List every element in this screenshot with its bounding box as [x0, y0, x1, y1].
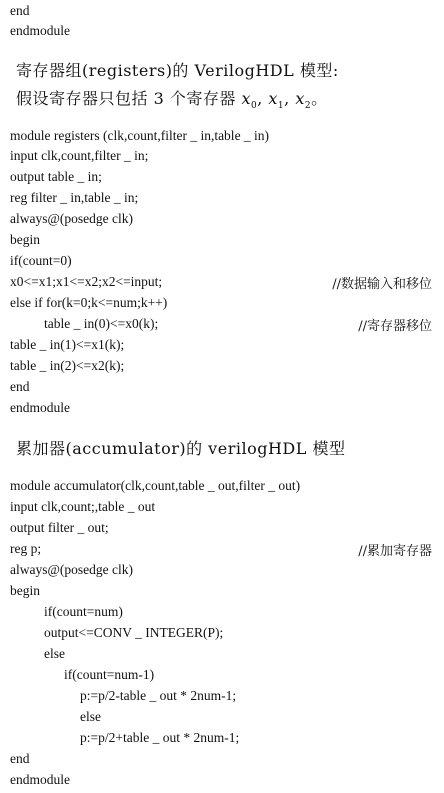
code-line: always@(posedge clk): [10, 211, 134, 226]
code-line: module accumulator(clk,count,table _ out,filter _ out): [10, 478, 301, 493]
code-line: end: [10, 3, 30, 18]
code-line: p:=p/2+table _ out * 2num-1;: [80, 730, 240, 745]
code-line: reg p;: [10, 541, 42, 556]
var-x0: x: [241, 89, 251, 108]
var-x1: x: [268, 89, 278, 108]
heading-text: 。: [311, 89, 328, 108]
section-subheading-registers: [16, 88, 436, 117]
code-line: module registers (clk,count,filter _ in,table _ in): [10, 128, 270, 143]
section-heading-accumulator: 累加器(accumulator)的 verilogHDL 模型: [16, 439, 346, 458]
code-line: endmodule: [10, 772, 70, 787]
code-line: begin: [10, 583, 40, 598]
code-line: table _ in(0)<=x0(k);: [44, 316, 159, 331]
code-comment: //寄存器移位: [358, 319, 432, 334]
code-line: endmodule: [10, 23, 70, 38]
code-line: output<=CONV _ INTEGER(P);: [44, 625, 224, 640]
code-line: output table _ in;: [10, 169, 102, 184]
var-x2: x: [295, 89, 305, 108]
code-line: else: [80, 709, 101, 724]
var-x2-sub: 2: [304, 101, 312, 112]
code-line: else if for(k=0;k<=num;k++): [10, 295, 168, 310]
code-line: input clk,count;,table _ out: [10, 499, 156, 514]
code-line: table _ in(2)<=x2(k);: [10, 358, 125, 373]
code-line: if(count=num-1): [64, 667, 155, 682]
code-line: p:=p/2-table _ out * 2num-1;: [80, 688, 237, 703]
var-x1-sub: 1: [277, 101, 285, 112]
code-line: table _ in(1)<=x1(k);: [10, 337, 125, 352]
code-line: begin: [10, 232, 40, 247]
var-x0-sub: 0: [250, 101, 258, 112]
code-line: else: [44, 646, 65, 661]
code-line: if(count=num): [44, 604, 123, 619]
sep: ,: [284, 89, 296, 108]
code-line: output filter _ out;: [10, 520, 109, 535]
code-line: endmodule: [10, 400, 70, 415]
heading-text: 假设寄存器只包括 3 个寄存器: [16, 89, 242, 108]
sep: ,: [257, 89, 269, 108]
code-line: end: [10, 379, 30, 394]
code-line: end: [10, 751, 30, 766]
section-heading-registers: 寄存器组(registers)的 VerilogHDL 模型:: [16, 61, 339, 80]
code-text: x0<=x1;x1<=x2;x2<=input;: [10, 274, 163, 289]
code-line: always@(posedge clk): [10, 562, 134, 577]
code-comment: //数据输入和移位: [332, 277, 432, 292]
code-line: if(count=0): [10, 253, 72, 268]
code-comment: //累加寄存器: [358, 544, 432, 559]
code-line: input clk,count,filter _ in;: [10, 148, 149, 163]
code-line: reg filter _ in,table _ in;: [10, 190, 139, 205]
